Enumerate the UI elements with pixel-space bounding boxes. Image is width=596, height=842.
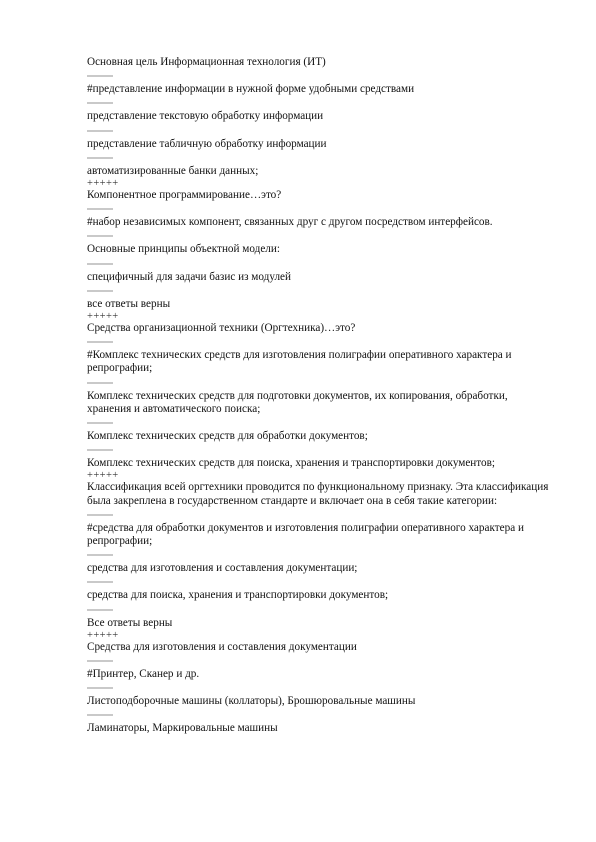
separator-line bbox=[87, 257, 549, 271]
question-separator: +++++ bbox=[87, 178, 119, 190]
separator-line bbox=[87, 575, 549, 589]
text-line: Все ответы верны bbox=[87, 616, 173, 629]
text-line: Основная цель Информационная технология (ИТ) bbox=[87, 56, 326, 68]
correct-answer-line: #Комплекс технических средств для изготовления полиграфии оперативного характера и репрографии; bbox=[87, 349, 512, 375]
separator-line bbox=[87, 284, 549, 298]
correct-answer-line: #представление информации в нужной форме удобными средствами bbox=[87, 83, 415, 96]
separator-line bbox=[87, 443, 549, 457]
text-line: все ответы верны bbox=[87, 297, 171, 310]
text-line: Комплекс технических средств для поиска, хранения и транспортировки документов; bbox=[87, 457, 496, 470]
text-line: Комплекс технических средств для подготовки документов, их копирования, обработки, хранения и автоматического поиска; bbox=[87, 389, 508, 415]
text-line: автоматизированные банки данных; bbox=[87, 164, 259, 177]
text-line: Средства для изготовления и составления документации bbox=[87, 640, 357, 653]
separator-line bbox=[87, 202, 549, 216]
correct-answer-line: #средства для обработки документов и изготовления полиграфии оперативного характера и репрографии; bbox=[87, 521, 524, 548]
separator-line bbox=[87, 151, 549, 165]
separator-line bbox=[87, 681, 549, 695]
correct-answer-line: #Принтер, Сканер и др. bbox=[87, 668, 200, 681]
separator-line bbox=[87, 508, 549, 522]
separator-line bbox=[87, 548, 549, 562]
text-line: средства для изготовления и составления документации; bbox=[87, 562, 358, 575]
question-separator: +++++ bbox=[87, 470, 119, 482]
text-line: средства для поиска, хранения и транспортировки документов; bbox=[87, 589, 389, 602]
separator-line bbox=[87, 376, 549, 390]
question-separator: +++++ bbox=[87, 311, 119, 323]
question-separator: +++++ bbox=[87, 629, 119, 641]
text-line: Комплекс технических средств для обработки документов; bbox=[87, 430, 368, 443]
text-line: специфичный для задачи базис из модулей bbox=[87, 270, 291, 283]
separator-line bbox=[87, 69, 549, 83]
correct-answer-line: #набор независимых компонент, связанных друг с другом посредством интерфейсов. bbox=[87, 216, 493, 229]
text-line: Компонентное программирование…это? bbox=[87, 189, 282, 202]
separator-line bbox=[87, 335, 549, 349]
separator-line bbox=[87, 416, 549, 430]
separator-line bbox=[87, 96, 549, 110]
document-body bbox=[87, 56, 549, 736]
separator-line bbox=[87, 229, 549, 243]
text-line: представление табличную обработку информации bbox=[87, 137, 327, 150]
separator-line bbox=[87, 708, 549, 722]
separator-line bbox=[87, 654, 549, 668]
text-line: Средства организационной техники (Оргтехника)…это? bbox=[87, 322, 356, 335]
text-line: Листоподборочные машины (коллаторы), Брошюровальные машины bbox=[87, 695, 416, 708]
text-line: представление текстовую обработку информации bbox=[87, 110, 324, 123]
text-line: Классификация всей оргтехники проводится по функциональному признаку. Эта классификация была закреплена в государственном стандарте и включает она в себя такие категории: bbox=[87, 481, 549, 507]
text-line: Ламинаторы, Маркировальные машины bbox=[87, 722, 278, 735]
separator-line bbox=[87, 603, 549, 617]
separator-line bbox=[87, 124, 549, 138]
text-line: Основные принципы объектной модели: bbox=[87, 243, 280, 256]
